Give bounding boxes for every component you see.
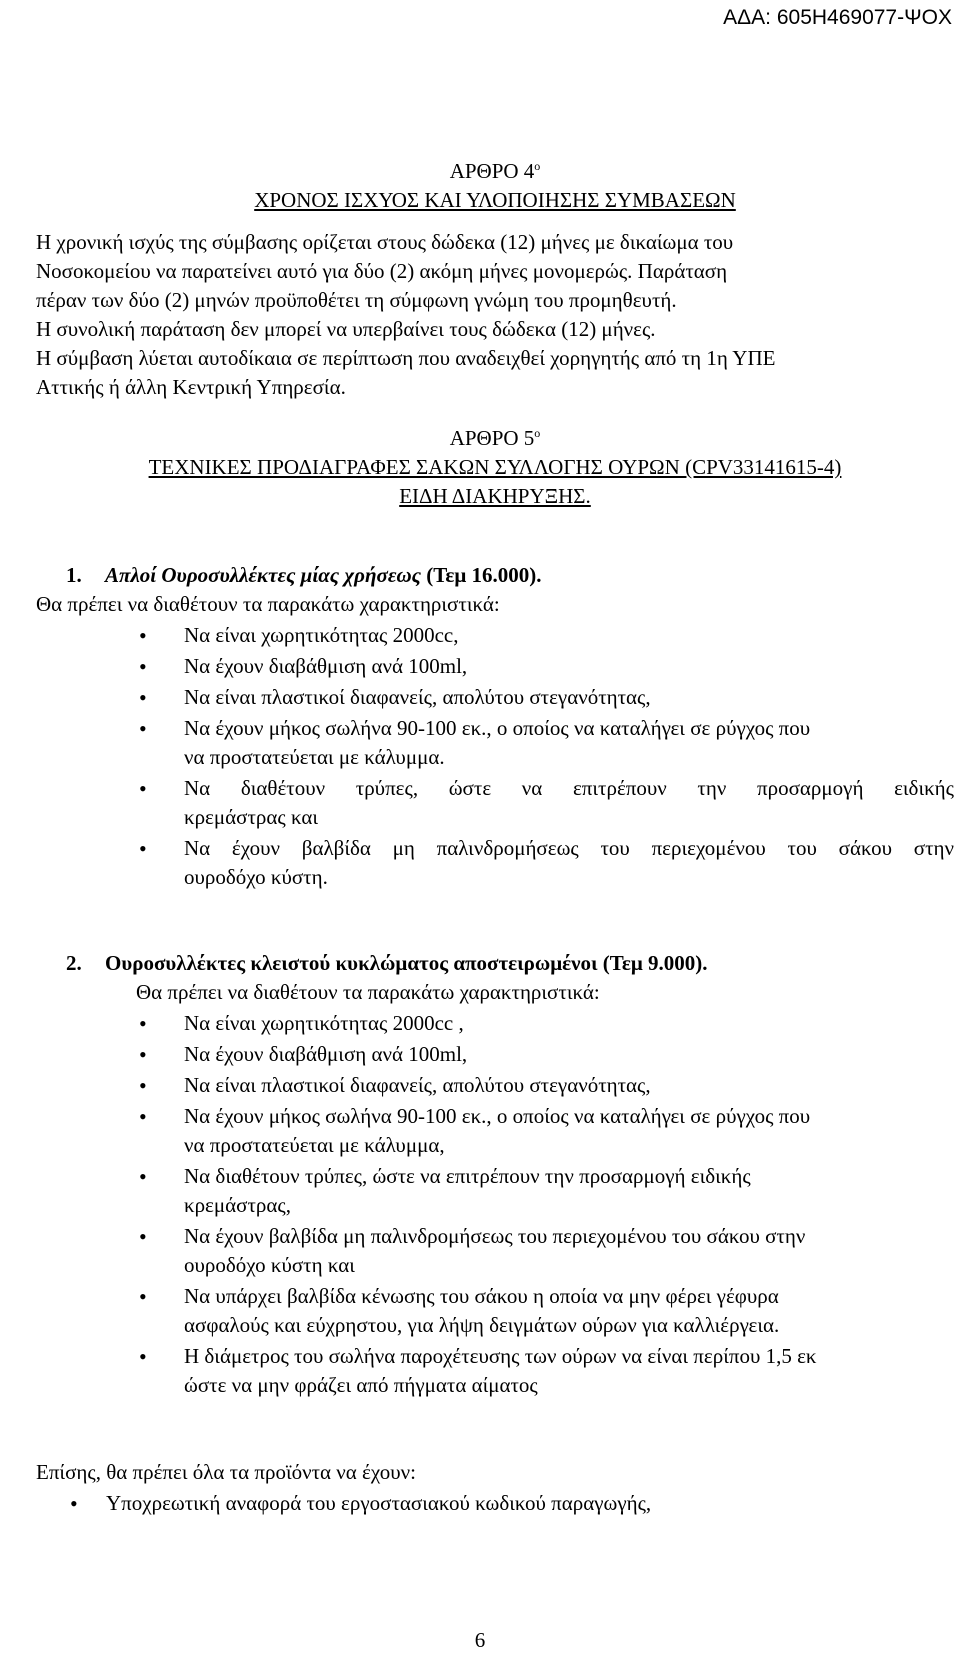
- list-item: • Να έχουν μήκος σωλήνα 90-100 εκ., ο οποίος να καταλήγει σε ρύγχος που να προστατεύεται με κάλυμμα,: [36, 1102, 954, 1160]
- ada-code: ΑΔΑ: 605Η469077-ΨΟΧ: [723, 6, 952, 29]
- article-4-title: ΧΡΟΝΟΣ ΙΣΧΥΟΣ ΚΑΙ ΥΛΟΠΟΙΗΣΗΣ ΣΥΜΒΑΣΕΩΝ: [254, 188, 736, 212]
- section-1-intro: Θα πρέπει να διαθέτουν τα παρακάτω χαρακτηριστικά:: [36, 592, 500, 616]
- list-item: • Να διαθέτουν τρύπες, ώστε να επιτρέπουν την προσαρμογή ειδικής κρεμάστρας,: [36, 1162, 954, 1220]
- article-5-label: ΑΡΘΡΟ $5^o$: [449, 426, 541, 450]
- list-item: • Να είναι χωρητικότητας 2000cc,: [36, 621, 954, 650]
- article-4-label: ΑΡΘΡΟ $4^o$: [449, 159, 541, 183]
- general-intro: Επίσης, θα πρέπει όλα τα προϊόντα να έχουν:: [36, 1460, 416, 1484]
- text-line: Η σύμβαση λύεται αυτοδίκαια σε περίπτωση που αναδειχθεί χορηγητής από τη 1η ΥΠΕ: [36, 346, 776, 370]
- list-item: • Να είναι πλαστικοί διαφανείς, απολύτου στεγανότητας,: [36, 683, 954, 712]
- section-2-list: [36, 1009, 954, 1400]
- text-line: Η χρονική ισχύς της σύμβασης ορίζεται στους δώδεκα (12) μήνες με δικαίωμα του: [36, 230, 734, 254]
- text-line: Αττικής ή άλλη Κεντρική Υπηρεσία.: [36, 375, 346, 399]
- list-item: • Να έχουν βαλβίδα μη παλινδρομήσεως του περιεχομένου του σάκου στην ουροδόχο κύστη και: [36, 1222, 954, 1280]
- section-2-intro: Θα πρέπει να διαθέτουν τα παρακάτω χαρακτηριστικά:: [136, 980, 600, 1004]
- list-item: • Να έχουν βαλβίδα μη παλινδρομήσεως του περιεχομένου του σάκου στην ουροδόχο κύστη.: [36, 834, 954, 892]
- article-5-title: ΤΕΧΝΙΚΕΣ ΠΡΟΔΙΑΓΡΑΦΕΣ ΣΑΚΩΝ ΣΥΛΛΟΓΗΣ ΟΥΡΩΝ (CPV33141615-4): [148, 455, 842, 479]
- text-line: Η συνολική παράταση δεν μπορεί να υπερβαίνει τους δώδεκα (12) μήνες.: [36, 317, 656, 341]
- section-1-heading: 1. Απλοί Ουροσυλλέκτες μίας χρήσεως (Τεμ 16.000).: [66, 563, 542, 587]
- page-number: 6: [474, 1628, 486, 1652]
- list-item: • Να έχουν διαβάθμιση ανά 100ml,: [36, 1040, 954, 1069]
- list-item: • Να είναι χωρητικότητας 2000cc ,: [36, 1009, 954, 1038]
- text-line: Νοσοκομείου να παρατείνει αυτό για δύο (2) ακόμη μήνες μονομερώς. Παράταση: [36, 259, 728, 283]
- general-list: [36, 1489, 954, 1518]
- article-4-text: [36, 228, 954, 402]
- list-item: • Να έχουν μήκος σωλήνα 90-100 εκ., ο οποίος να καταλήγει σε ρύγχος που να προστατεύεται με κάλυμμα.: [36, 714, 954, 772]
- list-item: • Να είναι πλαστικοί διαφανείς, απολύτου στεγανότητας,: [36, 1071, 954, 1100]
- list-item: • Υποχρεωτική αναφορά του εργοστασιακού κωδικού παραγωγής,: [36, 1489, 954, 1518]
- section-2-heading: 2. Ουροσυλλέκτες κλειστού κυκλώματος αποστειρωμένοι (Τεμ 9.000).: [66, 951, 708, 975]
- list-item: • Η διάμετρος του σωλήνα παροχέτευσης των ούρων να είναι περίπου 1,5 εκ ώστε να μην φράζει από πήγματα αίματος: [36, 1342, 954, 1400]
- document-body: [36, 0, 954, 1518]
- text-line: πέραν των δύο (2) μηνών προϋποθέτει τη σύμφωνη γνώμη του προμηθευτή.: [36, 288, 677, 312]
- list-item: • Να διαθέτουν τρύπες, ώστε να επιτρέπουν την προσαρμογή ειδικής κρεμάστρας και: [36, 774, 954, 832]
- section-1-list: [36, 621, 954, 892]
- article-5-subtitle: ΕΙΔΗ ΔΙΑΚΗΡΥΞΗΣ.: [399, 484, 591, 508]
- list-item: • Να έχουν διαβάθμιση ανά 100ml,: [36, 652, 954, 681]
- list-item: • Να υπάρχει βαλβίδα κένωσης του σάκου η οποία να μην φέρει γέφυρα ασφαλούς και εύχρηστου, για λήψη δειγμάτων ούρων για καλλιέργεια.: [36, 1282, 954, 1340]
